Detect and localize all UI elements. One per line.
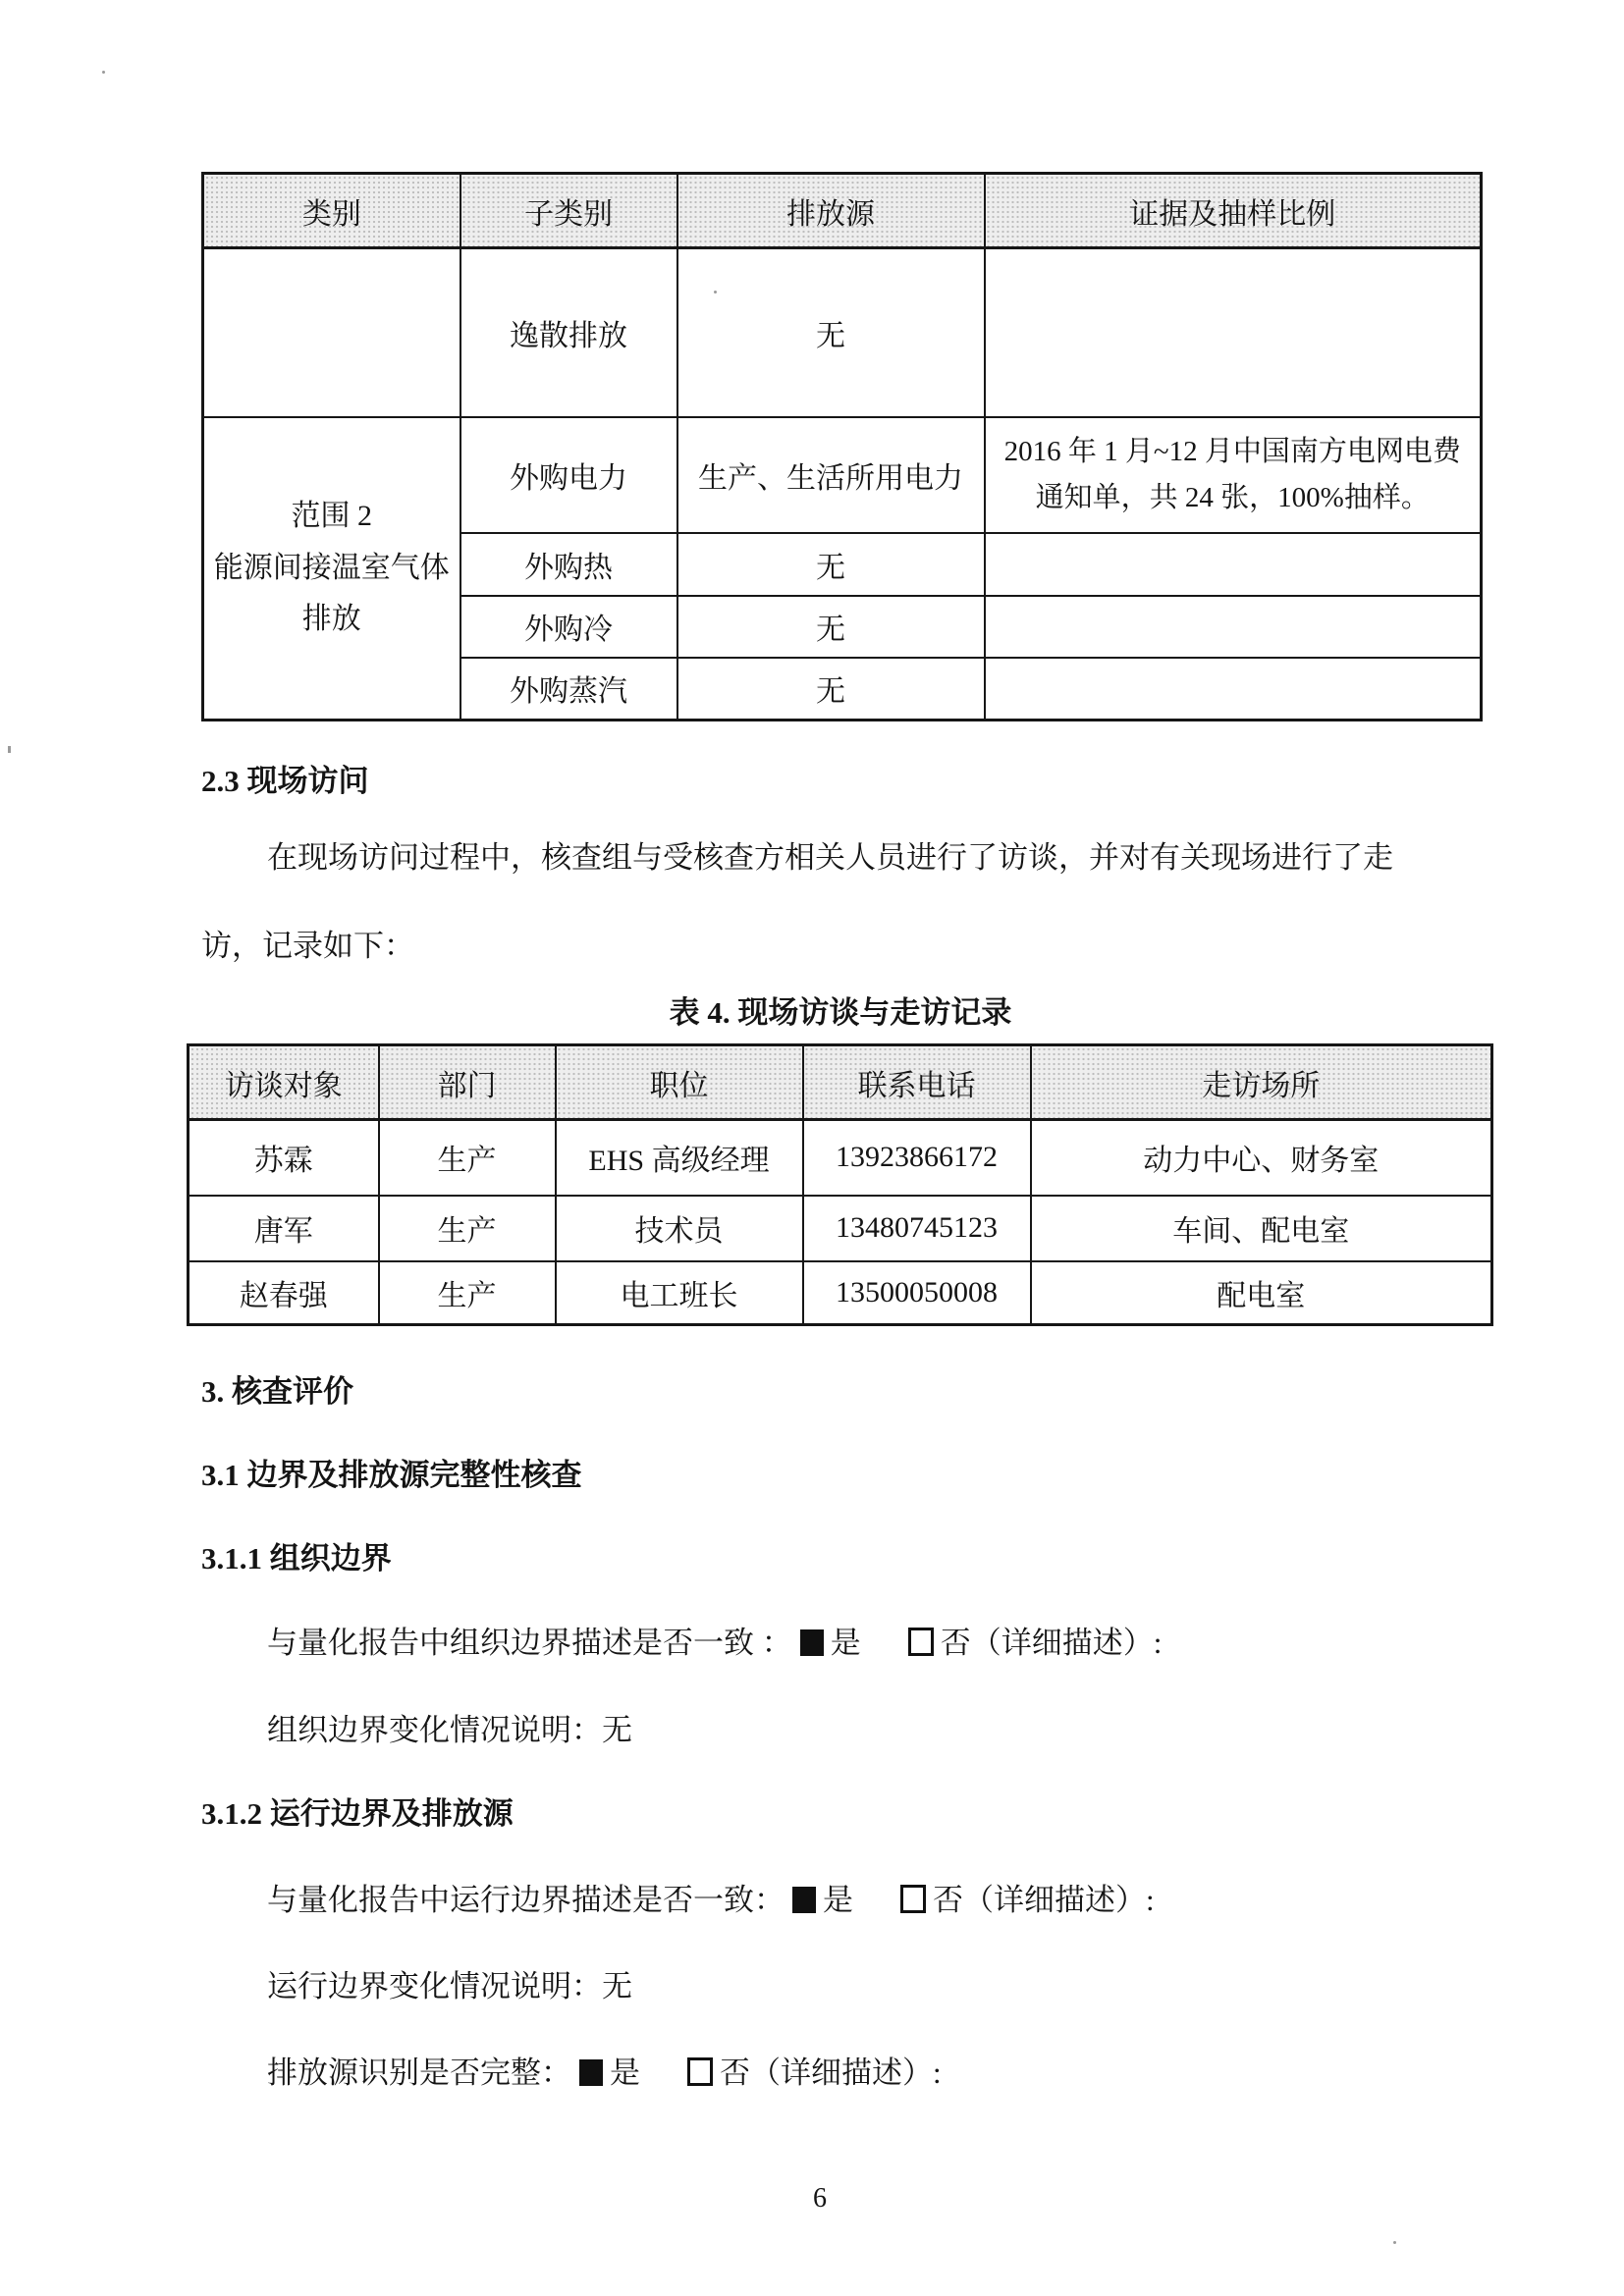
question-label: 与量化报告中运行边界描述是否一致： — [267, 1883, 785, 1917]
section-2-3-paragraph-line1: 在现场访问过程中，核查组与受核查方相关人员进行了访谈，并对有关现场进行了走 — [267, 840, 1393, 875]
cell-source: 无 — [677, 658, 985, 721]
checkbox-checked-icon — [579, 2059, 603, 2086]
page-number: 6 — [813, 2183, 827, 2214]
section-3-heading: 3. 核查评价 — [201, 1374, 353, 1409]
cell-evidence — [985, 596, 1482, 658]
table-header-row — [203, 174, 1482, 248]
header-source: 排放源 — [677, 174, 985, 248]
header-phone: 联系电话 — [803, 1045, 1031, 1120]
scan-artifact — [8, 746, 11, 753]
header-places: 走访场所 — [1031, 1045, 1492, 1120]
table-row — [189, 1196, 1492, 1261]
cell-evidence — [985, 658, 1482, 721]
question-org-boundary — [267, 1618, 1162, 1662]
cell-scope2-category — [203, 417, 460, 721]
scan-artifact — [1393, 2241, 1396, 2244]
header-department: 部门 — [379, 1045, 556, 1120]
cell-source: 无 — [677, 248, 985, 417]
checkbox-unchecked-icon — [900, 1885, 926, 1913]
emission-source-table — [201, 172, 1483, 721]
scope2-label-line2: 能源间接温室气体排放 — [213, 551, 450, 635]
cell-source: 无 — [677, 596, 985, 658]
interview-record-table — [187, 1043, 1493, 1326]
section-2-3-heading: 2.3 现场访问 — [201, 764, 369, 798]
cell-name: 唐军 — [189, 1196, 379, 1261]
cell-evidence: 2016 年 1 月~12 月中国南方电网电费通知单，共 24 张，100%抽样。 — [985, 417, 1482, 533]
cell-source: 生产、生活所用电力 — [677, 417, 985, 533]
cell-department: 生产 — [379, 1196, 556, 1261]
op-boundary-note: 运行边界变化情况说明：无 — [267, 1969, 632, 2003]
question-source-complete — [267, 2048, 942, 2092]
cell-places: 车间、配电室 — [1031, 1196, 1492, 1261]
cell-department: 生产 — [379, 1261, 556, 1325]
cell-places: 配电室 — [1031, 1261, 1492, 1325]
yes-label: 是 — [823, 1883, 853, 1917]
cell-position: EHS 高级经理 — [556, 1120, 803, 1196]
cell-name: 苏霖 — [189, 1120, 379, 1196]
header-evidence: 证据及抽样比例 — [985, 174, 1482, 248]
cell-evidence — [985, 533, 1482, 596]
cell-phone: 13500050008 — [803, 1261, 1031, 1325]
org-boundary-note: 组织边界变化情况说明：无 — [267, 1713, 632, 1747]
section-3-1-1-heading: 3.1.1 组织边界 — [201, 1541, 392, 1575]
checkbox-checked-icon — [792, 1887, 816, 1913]
section-3-1-2-heading: 3.1.2 运行边界及排放源 — [201, 1796, 514, 1831]
cell-phone: 13923866172 — [803, 1120, 1031, 1196]
scan-artifact — [102, 71, 105, 74]
cell-position: 技术员 — [556, 1196, 803, 1261]
cell-name: 赵春强 — [189, 1261, 379, 1325]
checkbox-unchecked-icon — [908, 1628, 934, 1656]
checkbox-checked-icon — [800, 1629, 824, 1656]
cell-category-empty — [203, 248, 460, 417]
cell-subcategory: 逸散排放 — [460, 248, 677, 417]
checkbox-unchecked-icon — [687, 2057, 713, 2086]
table-header-row — [189, 1045, 1492, 1120]
cell-subcategory: 外购热 — [460, 533, 677, 596]
header-category: 类别 — [203, 174, 460, 248]
cell-subcategory: 外购电力 — [460, 417, 677, 533]
cell-subcategory: 外购蒸汽 — [460, 658, 677, 721]
cell-department: 生产 — [379, 1120, 556, 1196]
no-label: 否（详细描述）: — [940, 1626, 1163, 1660]
table-row — [203, 417, 1482, 533]
cell-evidence — [985, 248, 1482, 417]
header-interviewee: 访谈对象 — [189, 1045, 379, 1120]
no-label: 否（详细描述）: — [720, 2056, 942, 2090]
table4-caption: 表 4. 现场访谈与走访记录 — [669, 995, 1012, 1030]
table-row — [189, 1120, 1492, 1196]
table-row — [189, 1261, 1492, 1325]
cell-subcategory: 外购冷 — [460, 596, 677, 658]
cell-position: 电工班长 — [556, 1261, 803, 1325]
section-3-1-heading: 3.1 边界及排放源完整性核查 — [201, 1458, 582, 1492]
header-subcategory: 子类别 — [460, 174, 677, 248]
question-label: 排放源识别是否完整： — [267, 2056, 571, 2090]
cell-phone: 13480745123 — [803, 1196, 1031, 1261]
cell-places: 动力中心、财务室 — [1031, 1120, 1492, 1196]
yes-label: 是 — [610, 2056, 640, 2090]
cell-source: 无 — [677, 533, 985, 596]
header-position: 职位 — [556, 1045, 803, 1120]
question-op-boundary — [267, 1875, 1155, 1919]
no-label: 否（详细描述）: — [933, 1883, 1155, 1917]
scan-artifact — [714, 291, 717, 294]
question-label: 与量化报告中组织边界描述是否一致 ： — [267, 1626, 792, 1660]
table-row — [203, 248, 1482, 417]
section-2-3-paragraph-line2: 访，记录如下： — [201, 929, 414, 963]
yes-label: 是 — [830, 1626, 861, 1660]
scope2-label-line1: 范围 2 — [291, 500, 372, 532]
